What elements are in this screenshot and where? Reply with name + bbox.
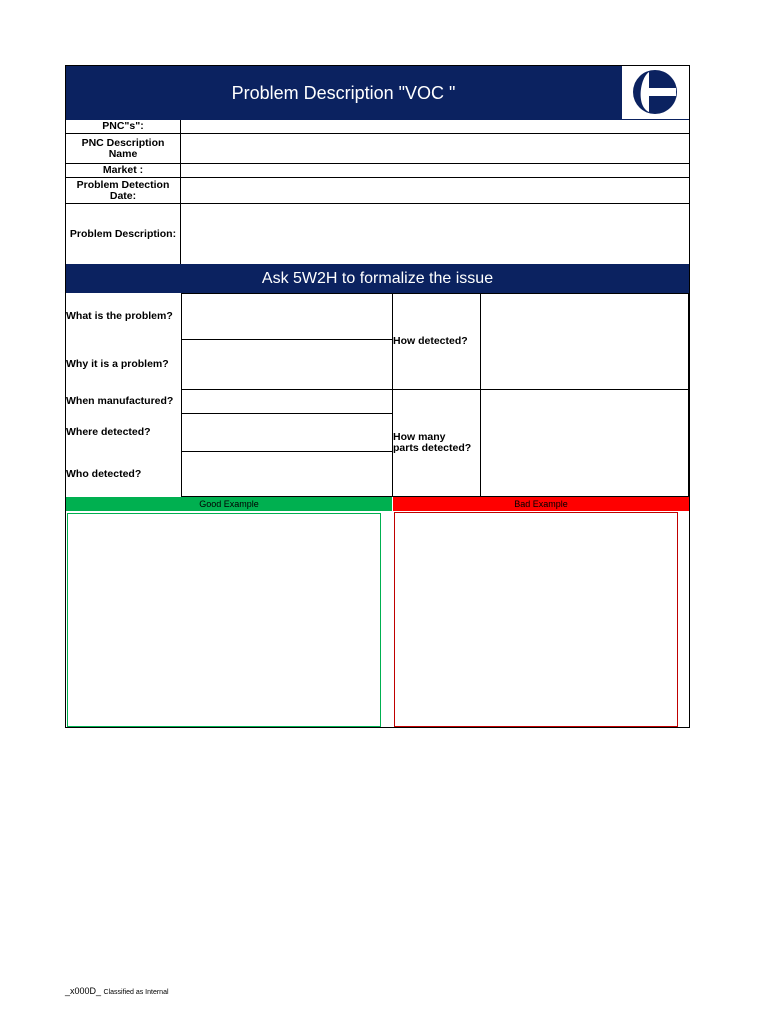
row-pnc	[66, 120, 689, 134]
detection-date-label: Problem Detection Date:	[66, 178, 181, 203]
when-question: When manufactured?	[66, 394, 174, 407]
how-many-question: How many parts detected?	[393, 431, 472, 454]
good-example-header: Good Example	[66, 497, 392, 511]
why-answer	[181, 339, 393, 390]
problem-description-form	[65, 65, 690, 728]
section-5w2h-title: Ask 5W2H to formalize the issue	[66, 264, 689, 293]
who-question: Who detected?	[66, 467, 142, 480]
how-answer	[480, 293, 689, 390]
where-question: Where detected?	[66, 425, 151, 438]
footer-code: _x000D_	[65, 986, 102, 996]
form-title: Problem Description "VOC "	[66, 66, 621, 120]
pnc-label: PNC"s":	[66, 120, 181, 133]
row-pnc-description	[66, 134, 689, 164]
row-market	[66, 164, 689, 178]
when-answer	[181, 389, 393, 414]
why-question: Why it is a problem?	[66, 357, 169, 370]
footer	[65, 986, 169, 996]
bad-example-header: Bad Example	[393, 497, 689, 511]
row-problem-description	[66, 204, 689, 264]
what-question: What is the problem?	[66, 310, 173, 322]
footer-classification: Classified as Internal	[103, 989, 169, 996]
what-answer	[181, 293, 393, 340]
how-many-answer	[480, 389, 689, 497]
market-label: Market :	[66, 164, 181, 177]
how-question: How detected?	[393, 335, 468, 347]
row-detection-date	[66, 178, 689, 204]
where-answer	[181, 413, 393, 452]
problem-description-label: Problem Description:	[66, 204, 181, 264]
electrolux-logo-icon	[621, 66, 689, 120]
good-example-area	[67, 513, 381, 727]
who-answer	[181, 451, 393, 497]
bad-example-area	[394, 512, 678, 727]
pnc-description-label: PNC Description Name	[66, 134, 181, 163]
